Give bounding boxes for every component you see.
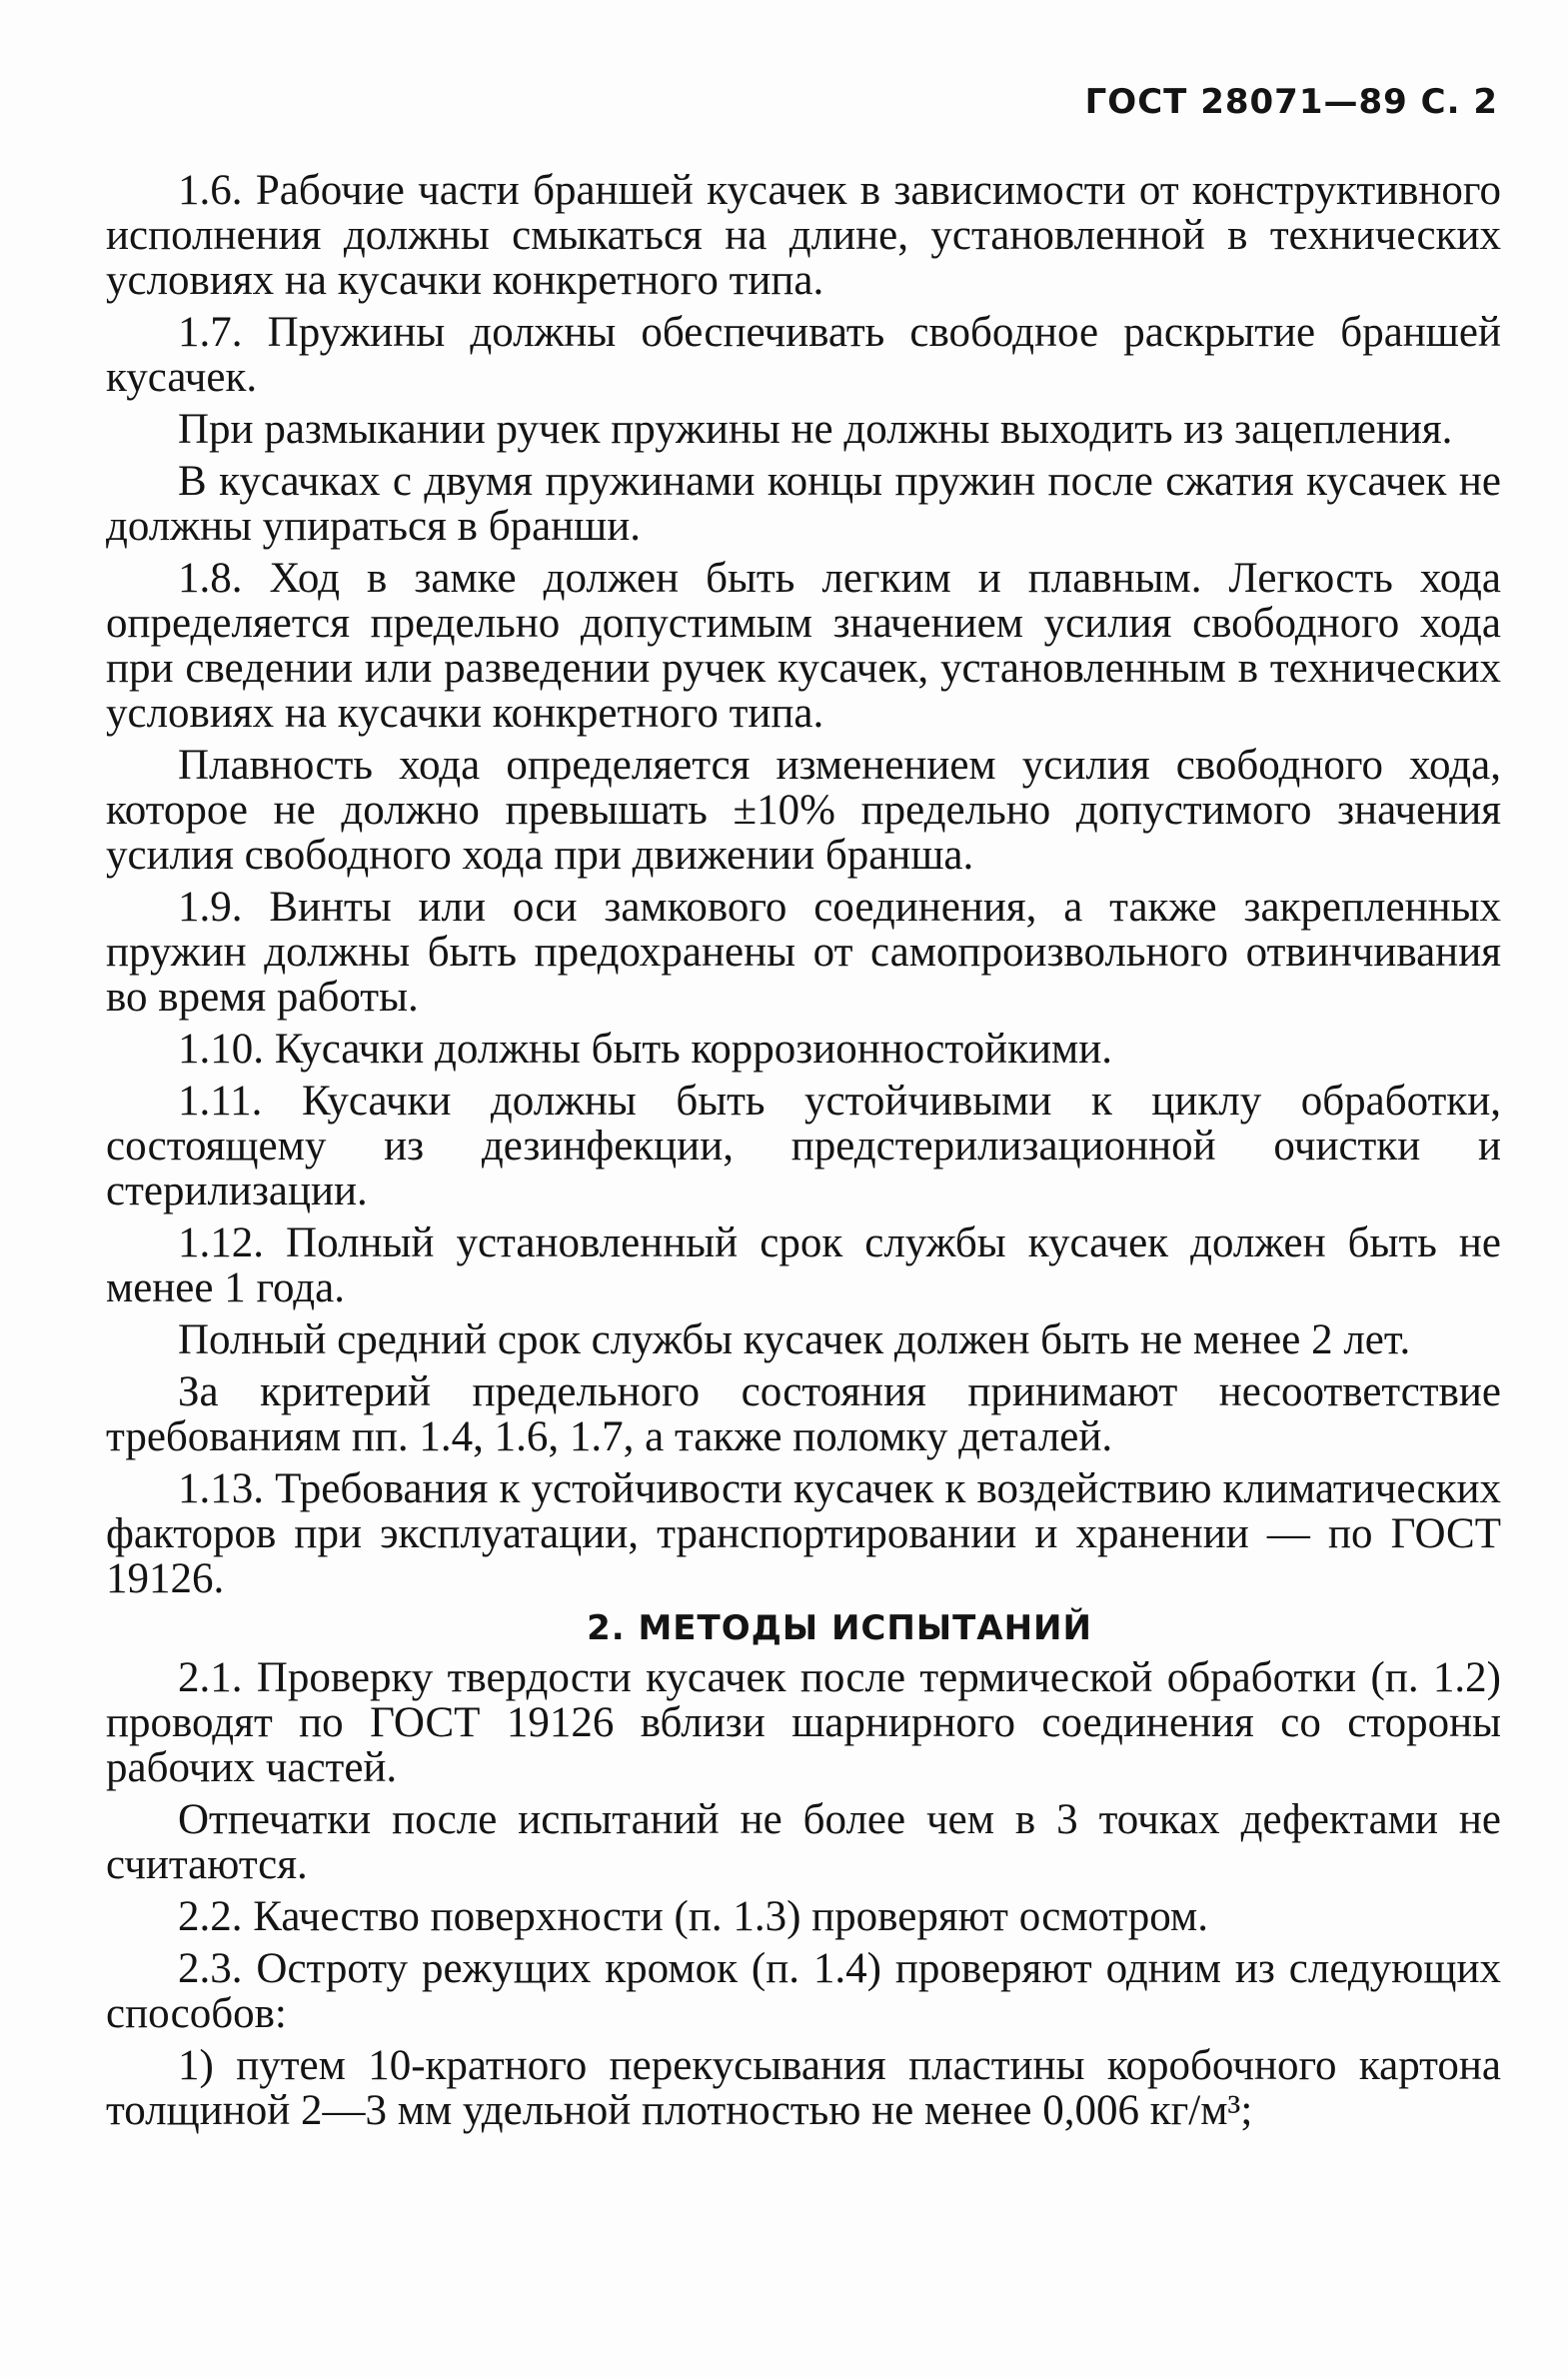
paragraph-1-7-two-springs: В кусачках с двумя пружинами концы пружин после сжатия кусачек не должны упираться в бранши. [106, 458, 1501, 550]
paragraph-1-8: 1.8. Ход в замке должен быть легким и плавным. Легкость хода определяется предельно допустимым значением усилия свободного хода при сведении или разведении ручек кусачек, установленным в технических условиях на кусачки конкретного типа. [106, 555, 1501, 737]
paragraph-2-3-method-1: 1) путем 10-кратного перекусывания пластины коробочного картона толщиной 2—3 мм удельной плотностью не менее 0,006 кг/м³; [106, 2042, 1501, 2134]
section-heading: 2. МЕТОДЫ ИСПЫТАНИЙ [587, 1608, 1092, 1648]
paragraph-1-13: 1.13. Требования к устойчивости кусачек к воздействию климатических факторов при эксплуатации, транспортировании и хранении — по ГОСТ 19126. [106, 1465, 1501, 1602]
paragraph-1-10: 1.10. Кусачки должны быть коррозионностойкими. [178, 1026, 1112, 1073]
paragraph-1-7-springs: При размыкании ручек пружины не должны выходить из зацепления. [178, 406, 1453, 453]
paragraph-2-1: 2.1. Проверку твердости кусачек после термической обработки (п. 1.2) проводят по ГОСТ 19126 вблизи шарнирного соединения со стороны рабочих частей. [106, 1654, 1501, 1791]
paragraph-1-7: 1.7. Пружины должны обеспечивать свободное раскрытие браншей кусачек. [106, 309, 1501, 401]
paragraph-1-12-criterion: За критерий предельного состояния принимают несоответствие требованиям пп. 1.4, 1.6, 1.7, а также поломку деталей. [106, 1368, 1501, 1460]
document-body [106, 168, 1501, 2133]
paragraph-1-8-smoothness: Плавность хода определяется изменением усилия свободного хода, которое не должно превышать ±10% предельно допустимого значения усилия свободного хода при движении бранша. [106, 742, 1501, 879]
paragraph-2-2: 2.2. Качество поверхности (п. 1.3) проверяют осмотром. [178, 1893, 1208, 1940]
paragraph-1-11: 1.11. Кусачки должны быть устойчивыми к циклу обработки, состоящему из дезинфекции, предстерилизационной очистки и стерилизации. [106, 1078, 1501, 1214]
paragraph-1-6: 1.6. Рабочие части браншей кусачек в зависимости от конструктивного исполнения должны смыкаться на длине, установленной в технических условиях на кусачки конкретного типа. [106, 167, 1501, 304]
paragraph-2-1-imprints: Отпечатки после испытаний не более чем в 3 точках дефектами не считаются. [106, 1796, 1501, 1888]
paragraph-1-12-average: Полный средний срок службы кусачек должен быть не менее 2 лет. [178, 1316, 1411, 1363]
paragraph-2-3: 2.3. Остроту режущих кромок (п. 1.4) проверяют одним из следующих способов: [106, 1945, 1501, 2037]
paragraph-1-12: 1.12. Полный установленный срок службы кусачек должен быть не менее 1 года. [106, 1219, 1501, 1311]
running-head: ГОСТ 28071—89 С. 2 [1084, 82, 1498, 122]
paragraph-1-9: 1.9. Винты или оси замкового соединения, а также закрепленных пружин должны быть предохранены от самопроизвольного отвинчивания во время работы. [106, 884, 1501, 1021]
